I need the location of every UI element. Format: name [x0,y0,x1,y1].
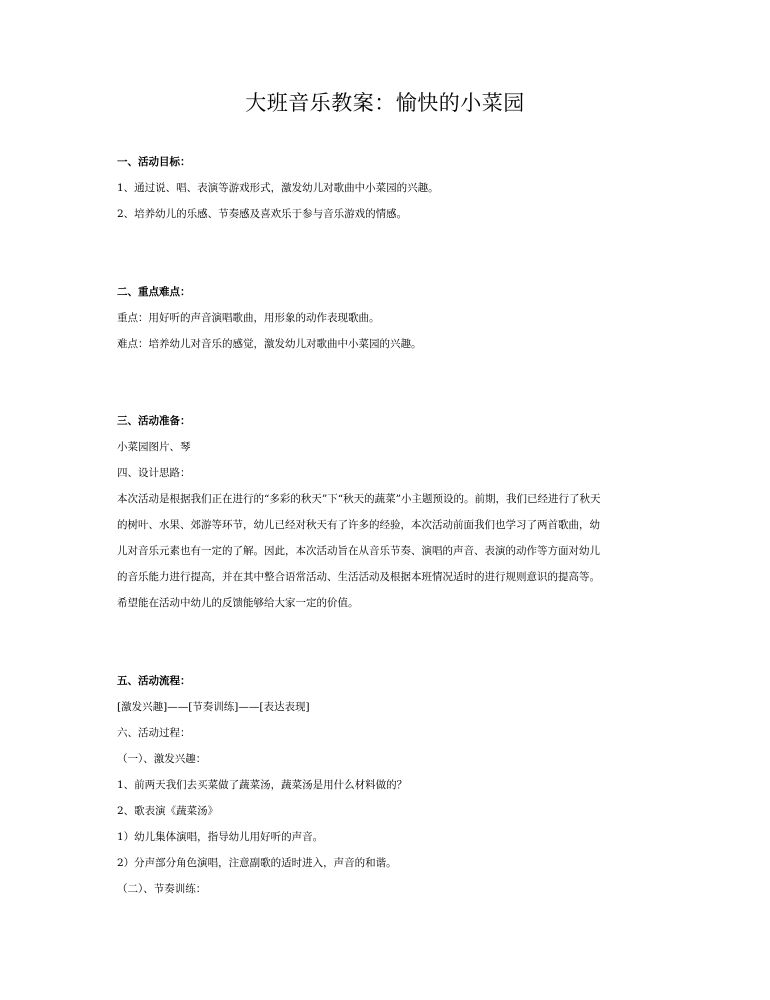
document-title: 大班音乐教案：愉快的小菜园 [245,91,525,115]
design-line: 希望能在活动中幼儿的反馈能够给大家一定的价值。 [117,597,359,609]
design-line: 本次活动是根据我们正在进行的“多彩的秋天”下“秋天的蔬菜”小主题预设的。前期，我们已经进行了秋天 [117,493,601,505]
step-heading-2: （二）、节奏训练： [117,883,207,895]
step-item-2: 2、歌表演《蔬菜汤》 [117,805,219,817]
design-line: 儿对音乐元素也有一定的了解。因此，本次活动旨在从音乐节奏、演唱的声音、表演的动作等方面对幼儿 [117,545,600,557]
step-subitem-2: 2）分声部分角色演唱，注意副歌的适时进入，声音的和谐。 [117,857,397,869]
difficult-point: 难点：培养幼儿对音乐的感觉，激发幼儿对歌曲中小菜园的兴趣。 [117,338,422,350]
flow-text: [激发兴趣]——[节奏训练]——[表达表现] [117,701,310,713]
section-heading-flow: 五、活动流程： [117,675,191,687]
design-paragraph [117,486,657,616]
materials: 小菜园图片、琴 [117,441,191,453]
section-heading-preparation: 三、活动准备： [117,415,191,427]
step-heading-1: （一）、激发兴趣： [117,753,207,765]
design-line: 的树叶、水果、郊游等环节，幼儿已经对秋天有了许多的经验，本次活动前面我们也学习了两首歌曲，幼 [117,519,600,531]
goal-item-2: 2、培养幼儿的乐感、节奏感及喜欢乐于参与音乐游戏的情感。 [117,208,408,220]
section-heading-process: 六、活动过程： [117,727,191,739]
goal-item-1: 1、通过说、唱、表演等游戏形式，激发幼儿对歌曲中小菜园的兴趣。 [117,182,439,194]
key-point: 重点：用好听的声音演唱歌曲，用形象的动作表现歌曲。 [117,312,380,324]
section-heading-design: 四、设计思路： [117,467,191,479]
section-heading-goals: 一、活动目标： [117,156,191,168]
design-line: 的音乐能力进行提高，并在其中整合语常活动、生活活动及根据本班情况适时的进行规则意识的提高等。 [117,571,600,583]
step-item-1: 1、前两天我们去买菜做了蔬菜汤，蔬菜汤是用什么材料做的？ [117,779,408,791]
section-heading-key-points: 二、重点难点： [117,286,191,298]
step-subitem-1: 1）幼儿集体演唱，指导幼儿用好听的声音。 [117,831,324,843]
